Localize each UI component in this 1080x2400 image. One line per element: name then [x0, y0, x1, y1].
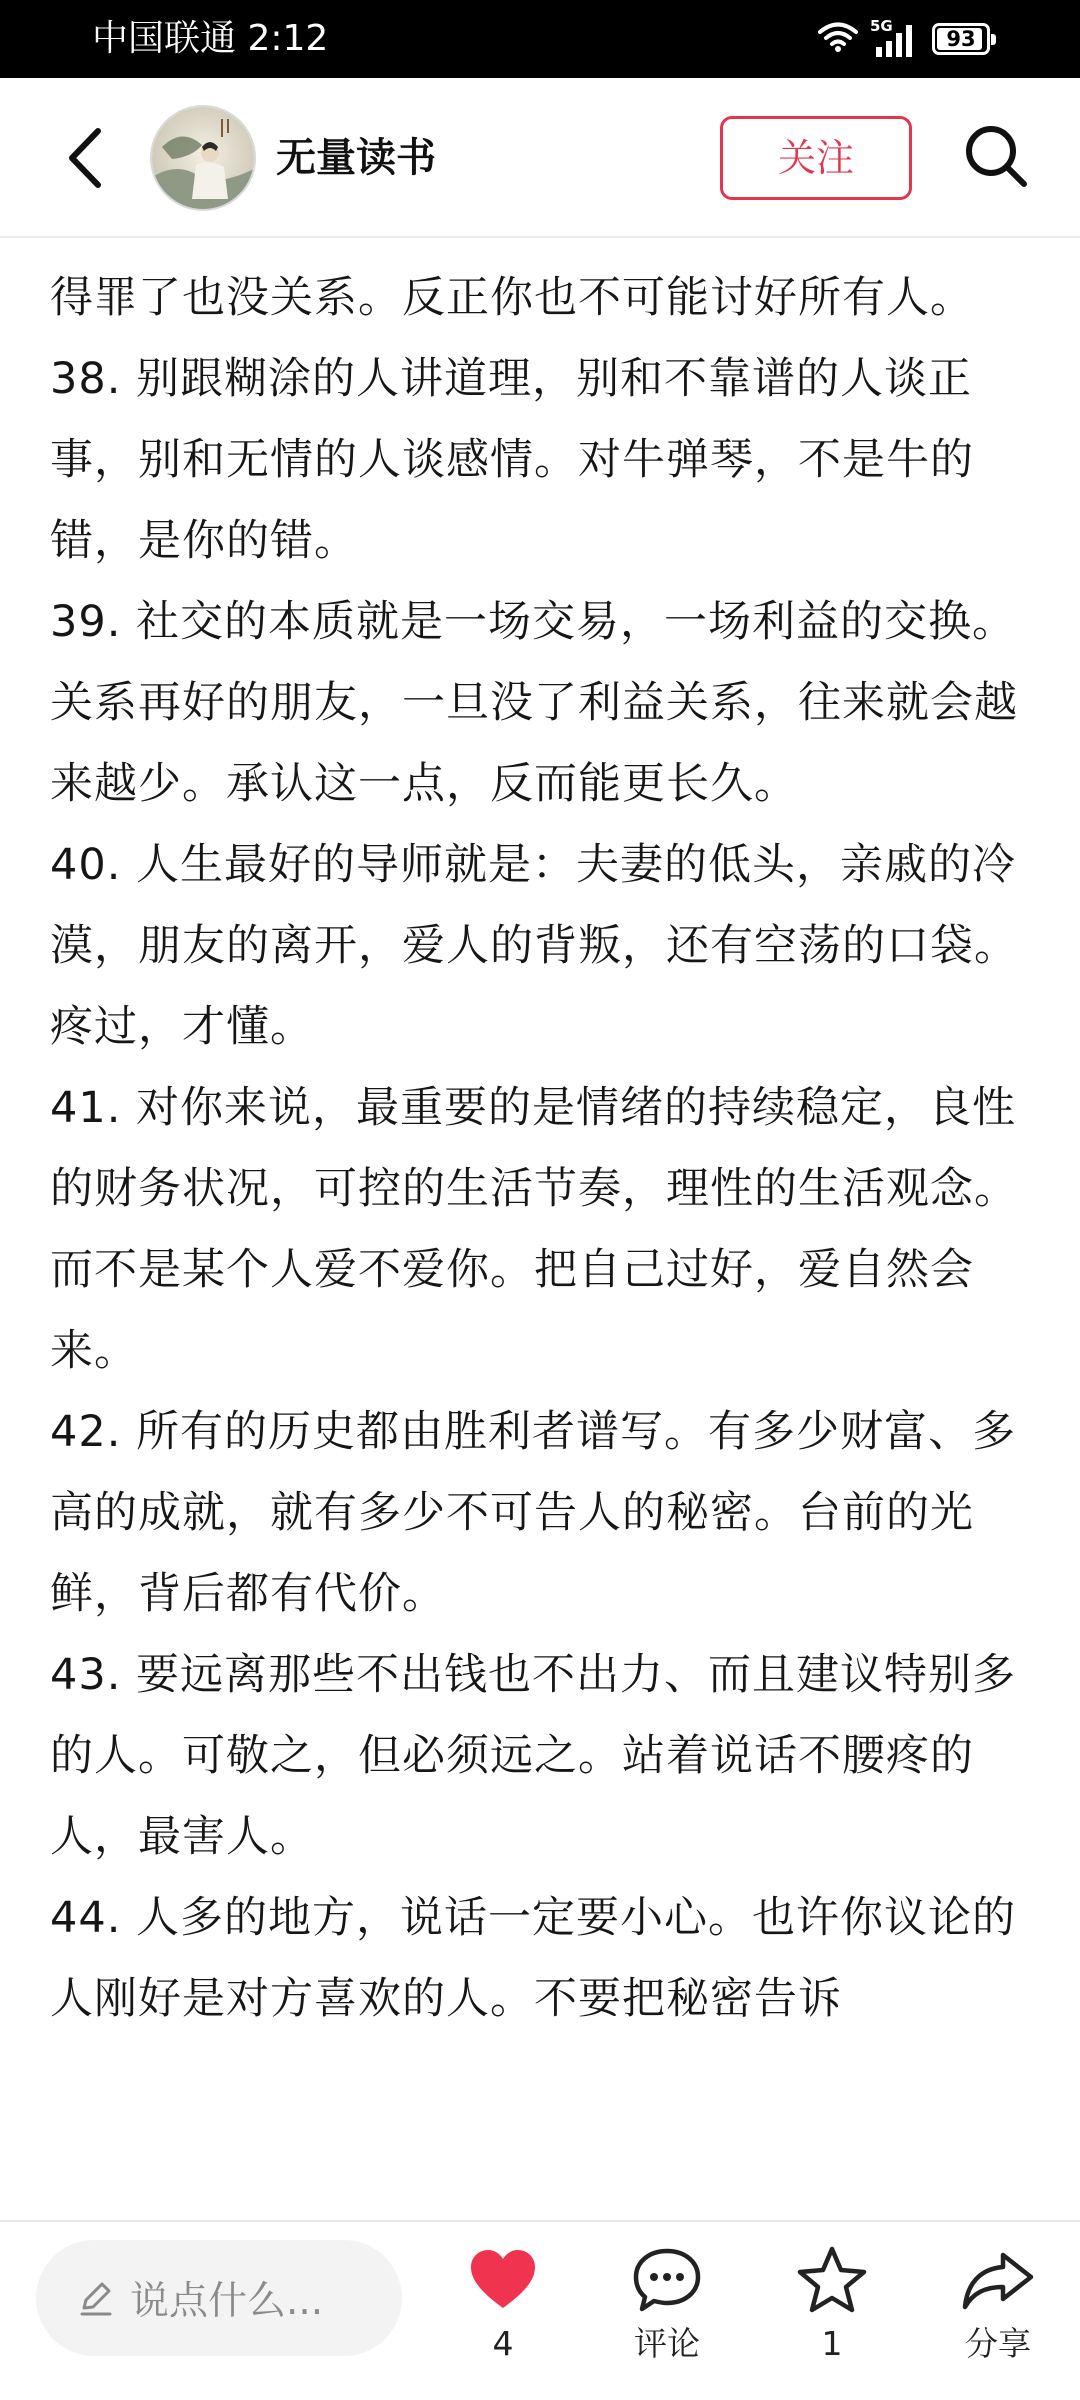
search-button[interactable]	[960, 120, 1032, 192]
header	[0, 78, 1080, 238]
signal-icon	[870, 19, 920, 59]
carrier-time: 中国联通 2:12	[92, 18, 329, 59]
comment-input[interactable]	[36, 2240, 402, 2356]
share-button[interactable]	[933, 2238, 1063, 2366]
like-count: 4	[492, 2324, 514, 2363]
battery-percent: 93	[946, 27, 976, 51]
avatar[interactable]	[150, 105, 256, 211]
wifi-icon	[818, 21, 858, 57]
article-body	[50, 238, 1030, 2220]
paragraph: 44. 人多的地方，说话一定要小心。也许你议论的人刚好是对方喜欢的人。不要把秘密告诉	[50, 1893, 1017, 2024]
like-button[interactable]	[438, 2238, 568, 2366]
comment-placeholder: 说点什么...	[130, 2279, 324, 2324]
comment-button[interactable]	[602, 2238, 732, 2366]
network-type: 5G	[870, 17, 893, 35]
paragraph: 40. 人生最好的导师就是：夫妻的低头，亲戚的冷漠，朋友的离开，爱人的背叛，还有空荡的口袋。疼过，才懂。	[50, 840, 1018, 1052]
favorite-count: 1	[821, 2324, 843, 2363]
paragraph: 41. 对你来说，最重要的是情绪的持续稳定，良性的财务状况，可控的生活节奏，理性的生活观念。而不是某个人爱不爱你。把自己过好，爱自然会来。	[50, 1083, 1018, 1376]
pencil-icon	[76, 2278, 116, 2318]
back-button[interactable]	[52, 123, 116, 193]
comment-label: 评论	[634, 2324, 700, 2363]
paragraph: 39. 社交的本质就是一场交易，一场利益的交换。关系再好的朋友，一旦没了利益关系，往来就会越来越少。承认这一点，反而能更长久。	[50, 597, 1018, 809]
star-icon	[796, 2245, 868, 2315]
status-icons	[818, 16, 990, 62]
status-bar	[0, 0, 1080, 78]
follow-button[interactable]: 关注	[720, 116, 912, 200]
article-text	[50, 238, 1030, 2040]
bottom-action-bar	[0, 2220, 1080, 2400]
comment-bubble-icon	[632, 2247, 702, 2313]
paragraph: 38. 别跟糊涂的人讲道理，别和不靠谱的人谈正事，别和无情的人谈感情。对牛弹琴，不是牛的错，是你的错。	[50, 354, 974, 566]
search-icon	[960, 120, 1032, 192]
paragraph: 得罪了也没关系。反正你也不可能讨好所有人。	[50, 273, 974, 323]
account-name[interactable]: 无量读书	[276, 135, 436, 181]
battery-icon	[932, 23, 990, 55]
avatar-image	[152, 107, 256, 211]
paragraph: 42. 所有的历史都由胜利者谱写。有多少财富、多高的成就，就有多少不可告人的秘密。台前的光鲜，背后都有代价。	[50, 1407, 1017, 1619]
chevron-left-icon	[64, 127, 104, 189]
share-label: 分享	[965, 2324, 1031, 2363]
paragraph: 43. 要远离那些不出钱也不出力、而且建议特别多的人。可敬之，但必须远之。站着说话不腰疼的人，最害人。	[50, 1650, 1017, 1862]
share-arrow-icon	[961, 2249, 1035, 2311]
heart-icon	[468, 2248, 538, 2312]
favorite-button[interactable]	[767, 2238, 897, 2366]
